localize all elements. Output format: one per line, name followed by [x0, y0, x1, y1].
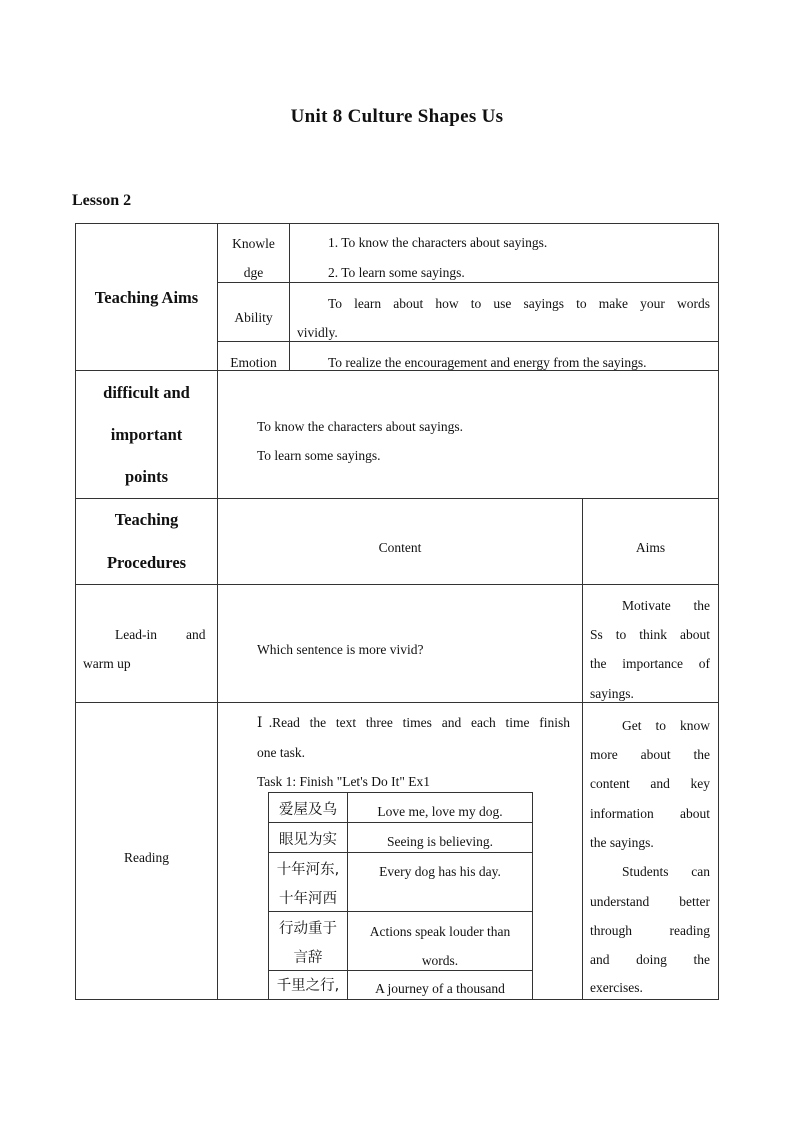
lead-in-label: warm up — [83, 656, 131, 671]
reading-content: one task. — [257, 745, 305, 760]
column-divider — [289, 223, 290, 371]
ability-label: Ability — [234, 310, 273, 325]
ability-text: To learn about how to use sayings to make your words — [328, 296, 710, 311]
difficult-points-label: points — [124, 467, 169, 486]
reading-aims: and doing the — [590, 952, 710, 967]
reading-aims: Students can — [622, 864, 710, 879]
lead-in-aims: Motivate the — [622, 598, 710, 613]
reading-aims: the sayings. — [590, 835, 654, 850]
table-border-right — [718, 223, 719, 1000]
page-title: Unit 8 Culture Shapes Us — [290, 106, 504, 127]
saying-chinese: 十年河西 — [279, 891, 337, 907]
difficult-points-label: difficult and — [103, 383, 190, 402]
difficult-point-item: To know the characters about sayings. — [257, 419, 463, 434]
row-divider — [75, 584, 719, 585]
emotion-text: To realize the encouragement and energy from the sayings. — [328, 355, 647, 370]
saying-chinese: 眼见为实 — [279, 832, 337, 848]
reading-label: Reading — [124, 850, 169, 865]
saying-english: Actions speak louder than — [369, 924, 511, 939]
difficult-points-label: important — [110, 425, 183, 444]
table-border-left — [75, 223, 76, 1000]
saying-english: Seeing is believing. — [386, 834, 494, 849]
reading-aims: Get to know — [622, 718, 710, 733]
table-border-top — [75, 223, 719, 224]
content-header: Content — [378, 540, 422, 555]
reading-aims: exercises. — [590, 980, 643, 995]
reading-aims: through reading — [590, 923, 710, 938]
lead-in-label: Lead-in — [115, 627, 157, 642]
saying-chinese: 爱屋及乌 — [279, 802, 337, 818]
saying-english: words. — [421, 953, 459, 968]
knowledge-label: dge — [243, 265, 264, 280]
reading-aims: understand better — [590, 894, 710, 909]
saying-chinese: 行动重于 — [279, 921, 337, 937]
lead-in-aims: Ss to think about — [590, 627, 710, 642]
procedures-label: Teaching — [114, 510, 179, 529]
sayings-border-right — [532, 792, 533, 1000]
knowledge-item: 2. To learn some sayings. — [328, 265, 465, 280]
ability-text: vividly. — [297, 325, 338, 340]
lead-in-aims: the importance of — [590, 656, 710, 671]
emotion-label: Emotion — [230, 355, 277, 370]
saying-english: Every dog has his day. — [379, 864, 501, 879]
column-divider — [582, 498, 583, 1000]
saying-chinese: 言辞 — [293, 950, 323, 966]
saying-chinese: 十年河东, — [276, 862, 340, 878]
column-divider — [217, 223, 218, 1000]
lead-in-content: Which sentence is more vivid? — [257, 642, 424, 657]
reading-task: Task 1: Finish "Let's Do It" Ex1 — [257, 774, 431, 789]
aims-header: Aims — [635, 540, 666, 555]
saying-chinese: 千里之行, — [276, 978, 340, 994]
difficult-point-item: To learn some sayings. — [257, 448, 381, 463]
sayings-row-divider — [268, 792, 533, 793]
lesson-heading: Lesson 2 — [72, 192, 132, 209]
reading-content: Ⅰ.Read the text three times and each time finish — [257, 715, 570, 730]
reading-aims: more about the — [590, 747, 710, 762]
saying-english: Love me, love my dog. — [377, 804, 503, 819]
reading-aims: information about — [590, 806, 710, 821]
saying-english: A journey of a thousand — [375, 981, 505, 996]
lead-in-aims: sayings. — [590, 686, 634, 701]
teaching-aims-label: Teaching Aims — [94, 288, 199, 307]
reading-aims: content and key — [590, 776, 710, 791]
knowledge-label: Knowle — [232, 236, 275, 251]
lead-in-label: and — [186, 627, 206, 642]
procedures-label: Procedures — [106, 553, 187, 572]
knowledge-item: 1. To know the characters about sayings. — [328, 235, 548, 250]
